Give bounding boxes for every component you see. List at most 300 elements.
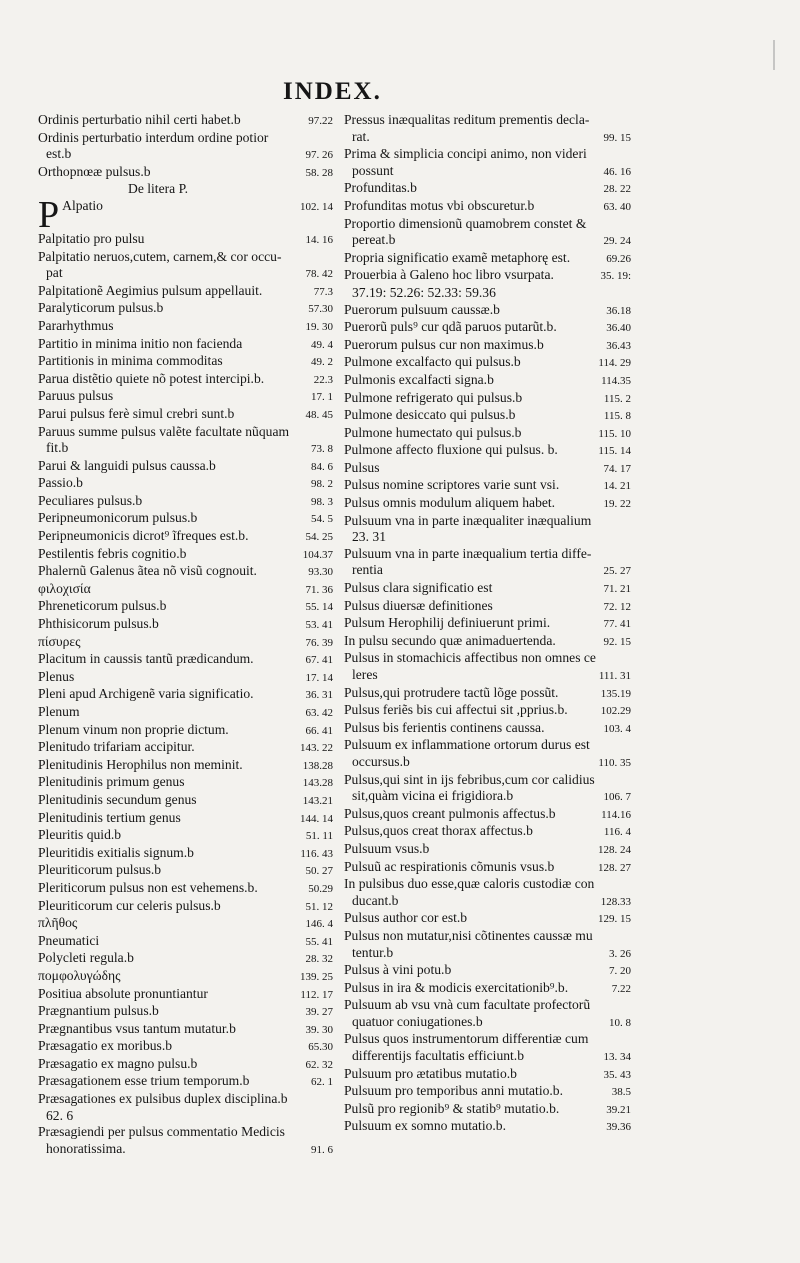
index-entry — [38, 458, 333, 476]
index-entry — [38, 634, 333, 652]
entry-term: Prima & simplicia concipi animo, non videri — [344, 146, 587, 162]
index-entry — [344, 250, 631, 268]
index-entry — [38, 130, 333, 147]
entry-reference: 97.22 — [308, 115, 333, 127]
entry-term: Plenitudinis Herophilus non meminit. — [38, 756, 243, 772]
entry-term: Præsagationem esse trium temporum.b — [38, 1073, 250, 1089]
index-entry — [344, 650, 631, 667]
entry-term: Pressus inæqualitas reditum prementis decla- — [344, 112, 590, 127]
entry-reference: 29. 24 — [603, 235, 631, 248]
index-entry — [38, 915, 333, 933]
entry-term: occursus.b — [352, 753, 410, 769]
index-entry — [38, 231, 333, 249]
entry-term: Pleuriticorum cur celeris pulsus.b — [38, 897, 221, 913]
entry-reference: 36. 31 — [305, 689, 333, 702]
entry-reference: 116. 4 — [603, 826, 631, 839]
entry-term: Phthisicorum pulsus.b — [38, 616, 159, 632]
entry-reference: 39. 30 — [305, 1023, 333, 1036]
index-entry — [38, 827, 333, 845]
entry-reference: 7.22 — [611, 982, 631, 995]
index-column-right — [344, 112, 631, 1136]
entry-reference: 99. 15 — [603, 131, 631, 144]
index-entry — [344, 285, 631, 302]
entry-term: differentijs facultatis efficiunt.b — [352, 1048, 525, 1064]
index-entry — [38, 249, 333, 266]
entry-term: Phreneticorum pulsus.b — [38, 598, 167, 614]
index-entry — [344, 772, 631, 789]
entry-term: Prægnantium pulsus.b — [38, 1003, 159, 1019]
entry-reference: 143. 22 — [300, 742, 333, 755]
index-column-left — [38, 112, 333, 1158]
entry-reference: 103. 4 — [603, 722, 631, 735]
index-entry — [344, 546, 631, 563]
index-entry — [344, 129, 631, 147]
entry-term: Pulsuum vna in parte inæqualium tertia diffe- — [344, 545, 592, 561]
entry-term: Puerorum pulsus cur non maximus.b — [344, 336, 544, 352]
entry-reference: 128. 24 — [598, 843, 631, 856]
index-entry — [38, 950, 333, 968]
entry-term: Parui pulsus ferè simul crebri sunt.b — [38, 405, 235, 421]
entry-term: Pulsus omnis modulum aliquem habet. — [344, 495, 556, 511]
entry-term: Pulmone desiccato qui pulsus.b — [344, 407, 516, 423]
entry-reference: 144. 14 — [300, 812, 333, 825]
entry-reference: 3. 26 — [609, 947, 631, 960]
index-entry — [38, 1091, 333, 1108]
index-entry — [344, 112, 631, 129]
entry-term: Palpitationẽ Aegimius pulsum appellauit. — [38, 282, 263, 298]
entry-reference: 62. 32 — [305, 1058, 333, 1071]
drop-cap: P — [38, 197, 60, 231]
index-entry — [344, 806, 631, 824]
entry-term: fit.b — [46, 440, 69, 456]
index-entry — [344, 876, 631, 893]
entry-term: Parua distẽtio quiete nõ potest intercipi.b. — [38, 370, 265, 386]
entry-reference: 36.40 — [606, 322, 631, 335]
entry-term: Pulsuum ex inflammatione ortorum durus est — [344, 737, 590, 753]
entry-reference: 14. 21 — [603, 480, 631, 493]
index-entry — [38, 353, 333, 371]
entry-reference: 22.3 — [313, 373, 333, 386]
entry-term: Paruus pulsus — [38, 388, 114, 404]
entry-term: Pulsus quos instrumentorum differentiæ cum — [344, 1031, 589, 1047]
entry-reference: 115. 14 — [598, 445, 631, 458]
entry-reference: 58. 28 — [305, 166, 333, 179]
index-entry — [344, 720, 631, 738]
index-entry — [344, 910, 631, 928]
entry-term: tentur.b — [352, 944, 394, 960]
entry-term: Profunditas motus vbi obscuretur.b — [344, 197, 535, 213]
entry-term: Plenus — [38, 668, 75, 684]
index-entry — [344, 529, 631, 546]
index-entry — [344, 180, 631, 198]
index-entry — [344, 859, 631, 877]
entry-reference: 146. 4 — [305, 918, 333, 931]
entry-term: Puerorũ puls⁹ cur qdã paruos putarũt.b. — [344, 319, 557, 335]
index-entry — [344, 615, 631, 633]
index-entry — [38, 146, 333, 164]
entry-term: Plenum vinum non proprie dictum. — [38, 721, 229, 737]
entry-reference: 39. 27 — [305, 1006, 333, 1019]
entry-term: Positiua absolute pronuntiantur — [38, 985, 208, 1001]
index-entry — [344, 1101, 631, 1119]
index-entry — [344, 1014, 631, 1032]
index-entry — [38, 933, 333, 951]
entry-reference: 110. 35 — [598, 756, 631, 769]
entry-reference: 104.37 — [302, 548, 333, 561]
entry-term: Pleuritis quid.b — [38, 827, 122, 843]
entry-term: Pulsus feriẽs bis cui affectui sit ,pprius.b. — [344, 702, 568, 718]
entry-reference: 17. 1 — [311, 391, 333, 404]
entry-reference: 46. 16 — [603, 165, 631, 178]
entry-reference: 143.28 — [302, 777, 333, 790]
entry-term: Pulsuũ ac respirationis cõmunis vsus.b — [344, 858, 555, 874]
entry-reference: 36.43 — [606, 339, 631, 352]
entry-reference: 112. 17 — [300, 988, 333, 1001]
page-header: INDEX. — [283, 78, 382, 105]
index-entry — [344, 788, 631, 806]
index-entry — [38, 475, 333, 493]
entry-term: ducant.b — [352, 892, 399, 908]
entry-term: Parui & languidi pulsus caussa.b — [38, 457, 216, 473]
entry-term: Pulsus diuersæ definitiones — [344, 597, 493, 613]
entry-term: In pulsu secundo quæ animaduertenda. — [344, 632, 556, 648]
entry-reference: 135.19 — [600, 687, 631, 700]
entry-reference: 36.18 — [606, 304, 631, 317]
index-entry — [344, 442, 631, 460]
index-entry — [38, 440, 333, 458]
index-entry — [344, 146, 631, 163]
index-entry — [344, 928, 631, 945]
index-entry — [38, 1021, 333, 1039]
index-entry — [344, 319, 631, 337]
page-edge-mark — [773, 40, 775, 70]
index-entry — [344, 737, 631, 754]
entry-term: Pleuriticorum pulsus.b — [38, 862, 162, 878]
entry-term: Pararhythmus — [38, 317, 114, 333]
index-entry — [38, 810, 333, 828]
index-entry — [38, 581, 333, 599]
entry-term: πίσυρες — [38, 633, 81, 649]
entry-term: φιλοχισία — [38, 580, 91, 596]
entry-reference: 66. 41 — [305, 724, 333, 737]
entry-term: Pulsus nomine scriptores varie sunt vsi. — [344, 477, 560, 493]
entry-term: Polycleti regula.b — [38, 950, 134, 966]
index-entry — [38, 1056, 333, 1074]
entry-term: Profunditas.b — [344, 180, 417, 196]
index-entry — [38, 510, 333, 528]
entry-term: Prægnantibus vsus tantum mutatur.b — [38, 1020, 236, 1036]
entry-reference: 128. 27 — [598, 861, 631, 874]
entry-reference: 102.29 — [600, 705, 631, 718]
entry-term: Pleni apud Archigenẽ varia significatio. — [38, 686, 254, 702]
index-entry — [344, 702, 631, 720]
entry-reference: 129. 15 — [598, 913, 631, 926]
entry-term: Pulsuum vna in parte inæqualiter inæqualium — [344, 512, 592, 528]
index-entry — [38, 283, 333, 301]
entry-term: Plenum — [38, 704, 80, 719]
entry-reference: 63. 42 — [305, 707, 333, 719]
entry-term: pereat.b — [352, 232, 396, 248]
entry-reference: 14. 16 — [305, 233, 333, 246]
entry-term: Pulsus,quos creat thorax affectus.b — [344, 823, 533, 839]
index-entry — [344, 477, 631, 495]
entry-term: Pulmone excalfacto qui pulsus.b — [344, 354, 521, 370]
entry-term: Ordinis perturbatio interdum ordine potior — [38, 129, 269, 145]
entry-term: Pneumatici — [38, 932, 100, 948]
index-entry — [38, 112, 333, 130]
index-entry — [38, 898, 333, 916]
entry-term: Peculiares pulsus.b — [38, 492, 143, 508]
index-entry — [344, 354, 631, 372]
index-entry — [38, 563, 333, 581]
index-entry — [344, 633, 631, 651]
entry-reference: 25. 27 — [603, 565, 631, 578]
entry-reference: 13. 34 — [603, 1051, 631, 1064]
entry-reference: 116. 43 — [300, 847, 333, 860]
index-entry — [38, 986, 333, 1004]
index-entry — [38, 336, 333, 354]
index-entry — [38, 406, 333, 424]
entry-term: Passio.b — [38, 475, 83, 491]
entry-term: Præsagatio ex magno pulsu.b — [38, 1055, 198, 1071]
entry-reference: 84. 6 — [311, 460, 333, 473]
entry-reference: 50. 27 — [305, 865, 333, 878]
entry-term: Pulsuum vsus.b — [344, 840, 430, 856]
index-entry — [344, 513, 631, 530]
entry-term: Pulsus,quos creant pulmonis affectus.b — [344, 805, 556, 821]
index-entry — [344, 598, 631, 616]
index-entry — [344, 997, 631, 1014]
entry-term: rat. — [352, 128, 370, 144]
entry-term: Phalernũ Galenus ãtea nõ visũ cognouit. — [38, 563, 257, 579]
index-entry — [344, 1066, 631, 1084]
entry-reference: 78. 42 — [305, 268, 333, 281]
entry-term: Pulsus,qui protrudere tactũ lõge possũt. — [344, 684, 559, 700]
entry-reference: 57.30 — [308, 303, 333, 316]
index-entry — [38, 1141, 333, 1159]
entry-term: Pulsuum pro temporibus anni mutatio.b. — [344, 1083, 564, 1099]
index-entry — [38, 722, 333, 740]
entry-reference: 55. 41 — [305, 935, 333, 948]
entry-term: πομφολυγώδης — [38, 967, 121, 983]
entry-term: Palpitatio neruos,cutem, carnem,& cor occu- — [38, 248, 282, 264]
index-entry — [344, 667, 631, 685]
index-entry — [344, 302, 631, 320]
entry-term: Pulmone affecto fluxione qui pulsus. b. — [344, 442, 558, 458]
entry-reference: 98. 2 — [311, 478, 333, 491]
entry-reference: 54. 5 — [311, 513, 333, 526]
entry-term: Plenitudinis secundum genus — [38, 791, 197, 807]
index-entry — [38, 371, 333, 389]
entry-reference: 76. 39 — [305, 636, 333, 649]
entry-reference: 63. 40 — [603, 200, 631, 213]
entry-term: Ordinis perturbatio nihil certi habet.b — [38, 112, 241, 127]
entry-term: quatuor coniugationes.b — [352, 1013, 483, 1029]
index-entry — [38, 265, 333, 283]
index-entry — [344, 267, 631, 285]
entry-term: Pulsus à vini potu.b — [344, 962, 452, 978]
index-entry — [38, 493, 333, 511]
entry-term: In pulsibus duo esse,quæ caloris custodiæ con — [344, 876, 595, 892]
entry-term: Pulsus in stomachicis affectibus non omnes ce — [344, 650, 596, 666]
entry-reference: 67. 41 — [305, 654, 333, 667]
entry-term: Pulmone refrigerato qui pulsus.b — [344, 389, 523, 405]
entry-reference: 53. 41 — [305, 619, 333, 632]
index-entry — [38, 318, 333, 336]
entry-term: pat — [46, 265, 63, 281]
index-entry — [344, 562, 631, 580]
index-entry — [38, 792, 333, 810]
entry-term: Prouerbia à Galeno hoc libro vsurpata. — [344, 267, 554, 283]
entry-reference: 106. 7 — [603, 791, 631, 804]
entry-term: Proportio dimensionũ quamobrem constet & — [344, 215, 587, 231]
entry-reference: 114.35 — [601, 374, 631, 387]
index-entry — [38, 300, 333, 318]
index-entry — [38, 1038, 333, 1056]
entry-term: Propria significatio examẽ metaphorę est. — [344, 249, 571, 265]
index-entry — [344, 460, 631, 478]
entry-term: Plenitudinis tertium genus — [38, 809, 181, 825]
entry-term: Paralyticorum pulsus.b — [38, 300, 164, 316]
entry-reference: 139. 25 — [300, 970, 333, 983]
entry-reference: 114.16 — [601, 808, 631, 821]
entry-term: Pleriticorum pulsus non est vehemens.b. — [38, 879, 258, 895]
entry-reference: 143.21 — [302, 794, 333, 807]
entry-reference: 54. 25 — [305, 531, 333, 544]
entry-reference: 98. 3 — [311, 495, 333, 508]
entry-reference: 114. 29 — [598, 357, 631, 370]
index-entry — [344, 372, 631, 390]
entry-term: Pleuritidis exitialis signum.b — [38, 844, 194, 860]
entry-term: Pulsus in ira & modicis exercitationib⁹.b. — [344, 979, 569, 995]
entry-reference: 77.3 — [313, 285, 333, 298]
entry-term: Pulsuum pro ætatibus mutatio.b — [344, 1065, 517, 1081]
entry-term: Plenitudinis primum genus — [38, 774, 185, 790]
entry-term: Pulsuum ab vsu vnà cum facultate profectorũ — [344, 997, 591, 1013]
entry-reference: 51. 11 — [305, 830, 333, 843]
entry-reference: 19. 22 — [603, 498, 631, 511]
entry-term: 23. 31 — [352, 529, 386, 545]
entry-term: Pulsum Herophilij definiuerunt primi. — [344, 615, 551, 631]
index-entry — [38, 651, 333, 669]
entry-term: 37.19: 52.26: 52.33: 59.36 — [352, 284, 496, 300]
entry-term: Pulsus bis ferientis continens caussa. — [344, 719, 545, 735]
entry-term: leres — [352, 667, 378, 682]
index-entry — [344, 1083, 631, 1101]
entry-reference: 71. 21 — [603, 583, 631, 596]
entry-term: Partitionis in minima commoditas — [38, 353, 223, 369]
entry-term: Præsagiendi per pulsus commentatio Medicis — [38, 1124, 285, 1140]
entry-term: Pulsus,qui sint in ijs febribus,cum cor calidius — [344, 771, 595, 787]
entry-reference: 50.29 — [308, 882, 333, 895]
index-entry — [344, 841, 631, 859]
index-entry — [38, 880, 333, 898]
entry-reference: 49. 2 — [311, 356, 333, 369]
index-entry — [38, 968, 333, 986]
index-entry — [38, 1124, 333, 1141]
entry-reference: 51. 12 — [305, 900, 333, 913]
index-entry — [344, 823, 631, 841]
index-entry — [38, 686, 333, 704]
index-entry — [38, 546, 333, 564]
entry-reference: 74. 17 — [603, 462, 631, 475]
entry-reference: 65.30 — [308, 1041, 333, 1054]
entry-term: Partitio in minima initio non facienda — [38, 335, 243, 351]
entry-term: Pulsus clara significatio est — [344, 580, 493, 596]
index-entry — [38, 1073, 333, 1091]
index-entry — [344, 1048, 631, 1066]
entry-reference: 115. 10 — [598, 427, 631, 440]
index-entry — [38, 181, 333, 198]
index-entry — [344, 962, 631, 980]
entry-term: Pulsũ pro regionib⁹ & statib⁹ mutatio.b. — [344, 1100, 560, 1116]
entry-term: 62. 6 — [46, 1107, 74, 1123]
entry-reference: 73. 8 — [311, 443, 333, 456]
entry-term: Paruus summe pulsus valẽte facultate nũquam — [38, 423, 290, 439]
entry-reference: 55. 14 — [305, 601, 333, 614]
index-entry — [38, 164, 333, 182]
entry-reference: 72. 12 — [603, 600, 631, 613]
entry-reference: 128.33 — [600, 895, 631, 908]
entry-term: honoratissima. — [46, 1140, 126, 1156]
entry-reference: 71. 36 — [305, 583, 333, 596]
index-entry — [344, 980, 631, 998]
index-entry — [344, 425, 631, 443]
entry-reference: 19. 30 — [305, 320, 333, 333]
index-entry — [344, 337, 631, 355]
entry-term: Pulmonis excalfacti signa.b — [344, 371, 494, 387]
index-entry — [344, 685, 631, 703]
entry-reference: 17. 14 — [305, 671, 333, 684]
index-entry — [344, 580, 631, 598]
index-entry — [344, 754, 631, 772]
index-entry — [38, 704, 333, 722]
entry-reference: 102. 14 — [300, 200, 333, 213]
entry-reference: 138.28 — [302, 759, 333, 772]
entry-reference: 115. 2 — [603, 392, 631, 405]
entry-term: rentia — [352, 562, 383, 578]
index-entry — [344, 407, 631, 425]
entry-reference: 97. 26 — [305, 149, 333, 162]
entry-term: Peripneumonicorum pulsus.b — [38, 510, 198, 526]
index-entry — [38, 1003, 333, 1021]
entry-term: πλῆθος — [38, 915, 78, 931]
entry-reference: 92. 15 — [603, 635, 631, 648]
entry-term: Peripneumonicis dicrot⁹ ĩfreques est.b. — [38, 528, 249, 544]
index-entry — [344, 163, 631, 181]
index-entry — [344, 945, 631, 963]
entry-term: possunt — [352, 162, 394, 178]
entry-term: Orthopnœæ pulsus.b — [38, 163, 151, 179]
entry-term: Pulsus non mutatur,nisi cõtinentes caussæ mu — [344, 927, 593, 943]
index-entry — [38, 757, 333, 775]
index-entry — [38, 739, 333, 757]
entry-term: P Alpatio — [38, 197, 103, 231]
index-entry — [344, 232, 631, 250]
index-entry — [38, 845, 333, 863]
entry-reference: 91. 6 — [311, 1143, 333, 1156]
entry-reference: 7. 20 — [609, 965, 631, 978]
entry-reference: 38.5 — [611, 1086, 631, 1099]
index-entry — [344, 216, 631, 233]
entry-reference: 39.21 — [606, 1103, 631, 1116]
index-entry — [344, 1118, 631, 1136]
entry-reference: 62. 1 — [311, 1076, 333, 1089]
entry-term: Pulsus — [344, 459, 380, 475]
index-entry — [38, 424, 333, 441]
entry-reference: 10. 8 — [609, 1016, 631, 1029]
index-entry — [344, 198, 631, 216]
